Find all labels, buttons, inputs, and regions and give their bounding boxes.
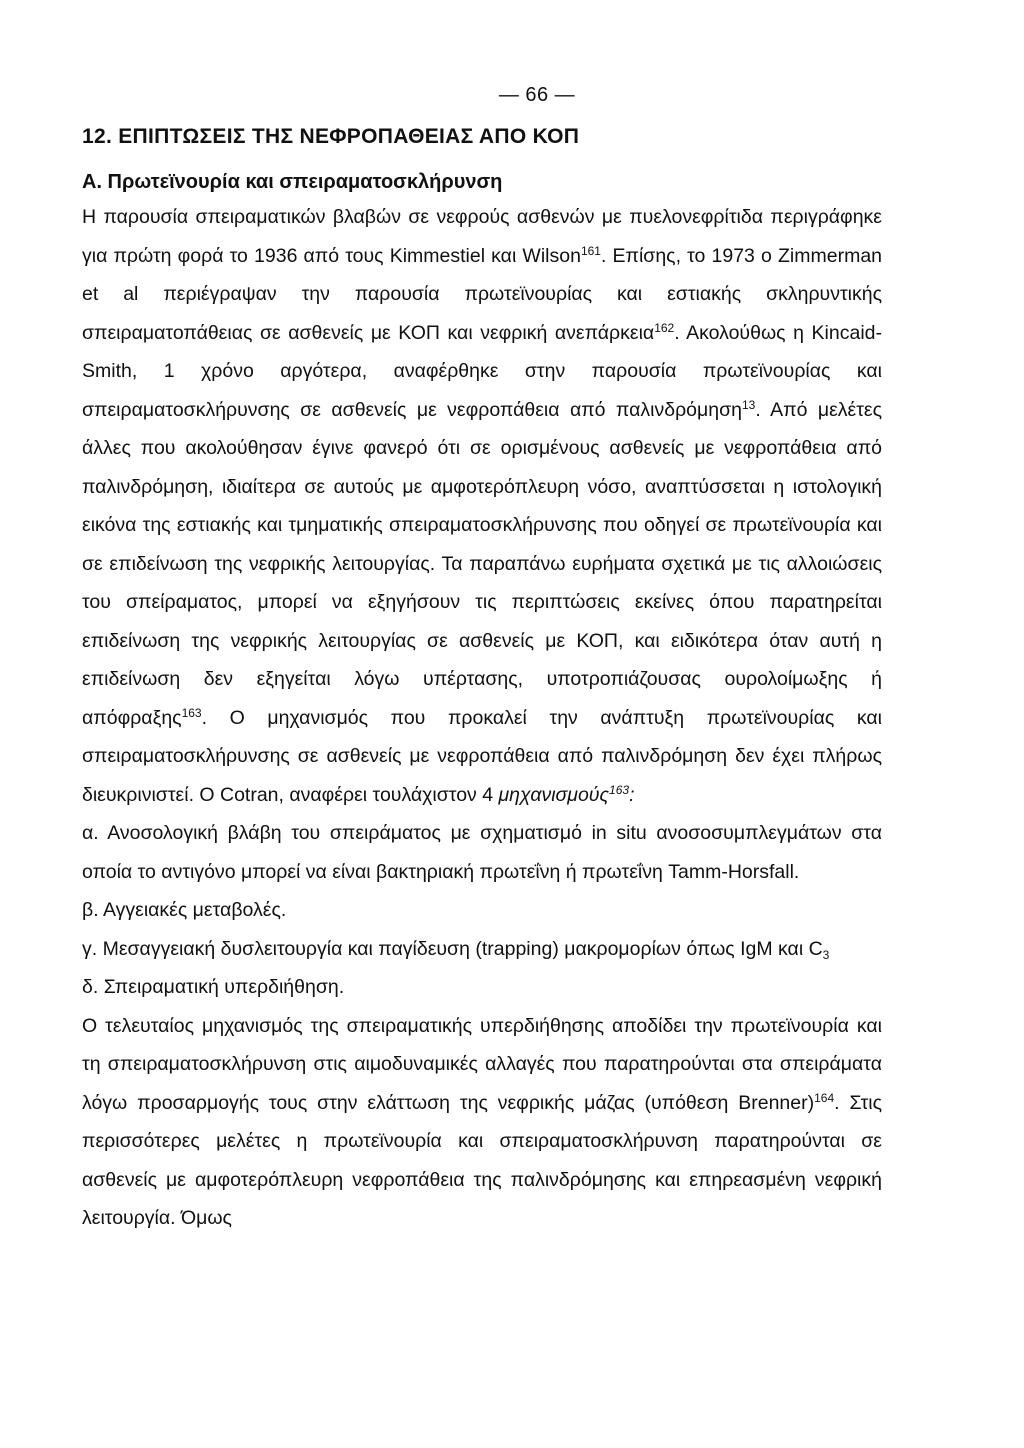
list-item-a: α. Ανοσολογική βλάβη του σπειράματος με σχηματισμό in situ ανοσοσυμπλεγμάτων στα οποία το αντιγόνο μπορεί να είναι βακτηριακή πρωτεΐνη ή πρωτεΐνη Tamm-Horsfall. <box>82 822 882 883</box>
subscript: 3 <box>822 947 830 962</box>
reference-number: 162 <box>654 320 675 335</box>
paragraph-text: . Ο μηχανισμός που προκαλεί την ανάπτυξη πρωτεϊνουρίας και σπειραματοσκλήρυνσης σε ασθενείς με νεφροπάθεια από παλινδρόμηση δεν έχει πλήρως διευκρινιστεί. Ο Cotran, αναφέρει τουλάχιστον 4 <box>82 706 882 806</box>
body-paragraph-2 <box>82 1007 882 1238</box>
chapter-title: 12. ΕΠΙΠΤΩΣΕΙΣ ΤΗΣ ΝΕΦΡΟΠΑΘΕΙΑΣ ΑΠΟ ΚΟΠ <box>82 125 580 148</box>
list-item-d: δ. Σπειραματική υπερδιήθηση. <box>82 976 345 998</box>
reference-number: 164 <box>814 1090 835 1105</box>
list-item-text: γ. Μεσαγγειακή δυσλειτουργία και παγίδευση (trapping) μακρομορίων όπως IgM και C <box>82 937 823 960</box>
paragraph-text: . Στις περισσότερες μελέτες η πρωτεϊνουρία και σπειραματοσκλήρυνση παρατηρούνται σε ασθενείς με αμφοτερόπλευρη νεφροπάθεια της παλινδρόμησης και επηρεασμένη νεφρική λειτουργία. Όμως <box>82 1091 882 1229</box>
reference-number: 163 <box>609 782 630 797</box>
reference-number: 13 <box>741 397 756 412</box>
paragraph-text: Ο τελευταίος μηχανισμός της σπειραματικής υπερδιήθησης αποδίδει την πρωτεϊνουρία και τη σπειραματοσκλήρυνση στις αιμοδυναμικές αλλαγές που παρατηρούνται στα σπειράματα λόγω προσαρμογής τους στην ελάττωση της νεφρικής μάζας (υπόθεση Brenner) <box>82 1014 882 1114</box>
list-item-c <box>82 930 882 969</box>
reference-number: 163 <box>181 705 202 720</box>
paragraph-text: Η παρουσία σπειραματικών βλαβών σε νεφρούς ασθενών με πυελονεφρίτιδα περιγράφηκε για πρώτη φορά το 1936 από τους Kimmestiel και Wilson <box>82 206 882 267</box>
list-item-b: β. Αγγειακές μεταβολές. <box>82 899 287 921</box>
paragraph-text: . Επίσης, το 1973 ο Zimmerman et al περιέγραψαν την παρουσία πρωτεϊνουρίας και εστιακής σκληρυντικής σπειραματοπάθειας σε ασθενείς με ΚΟΠ και νεφρική ανεπάρκεια <box>82 244 883 344</box>
emphasis-text: μηχανισμούς <box>498 783 610 806</box>
body-paragraph-1 <box>82 198 882 814</box>
paragraph-text: . Από μελέτες άλλες που ακολούθησαν έγινε φανερό ότι σε ορισμένους ασθενείς με νεφροπάθεια από παλινδρόμηση, ιδιαίτερα σε αυτούς με αμφοτερόπλευρη νόσο, αναπτύσσεται η ιστολογική εικόνα της εστιακής και τμηματικής σπειραματοσκλήρυνσης που οδηγεί σε πρωτεϊνουρία και σε επιδείνωση της νεφρικής λειτουργίας. Τα παραπάνω ευρήματα σχετικά με τις αλλοιώσεις του σπείραματος, μπορεί να εξηγήσουν τις περιπτώσεις εκείνες όπου παρατηρείται επιδείνωση της νεφρικής λειτουργίας σε ασθενείς με ΚΟΠ, και ειδικότερα όταν αυτή η επιδείνωση δεν εξηγείται λόγω υπέρτασης, υποτροπιάζουσας ουρολοίμωξης ή απόφραξης <box>82 398 882 729</box>
page-number: — 66 — <box>498 84 576 106</box>
paragraph-text: : <box>629 783 635 806</box>
paragraph-text: . Ακολούθως η Kincaid-Smith, 1 χρόνο αργότερα, αναφέρθηκε στην παρουσία πρωτεϊνουρίας και σπειραματοσκλήρυνσης σε ασθενείς με νεφροπάθεια από παλινδρόμηση <box>82 321 882 421</box>
document-page <box>82 84 882 1238</box>
reference-number: 161 <box>580 243 601 258</box>
section-title: Α. Πρωτεϊνουρία και σπειραματοσκλήρυνση <box>82 171 503 193</box>
